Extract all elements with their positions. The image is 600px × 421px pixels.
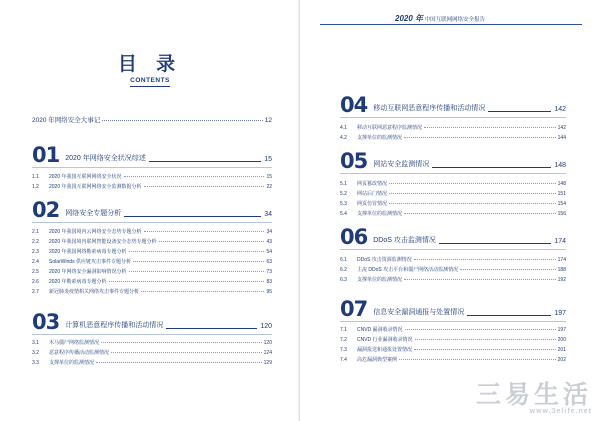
- sub-title: SolarWinds 供应链攻击事件专题分析: [49, 259, 131, 265]
- chapter-page: 197: [554, 310, 566, 317]
- sub-title: DDoS 攻击资源监测情况: [357, 257, 412, 263]
- sub-page: 34: [266, 229, 272, 235]
- sub-page: 15: [266, 174, 272, 180]
- sub-number: 7.3: [340, 347, 347, 353]
- running-header: [395, 13, 485, 24]
- leader-dots: [414, 349, 556, 350]
- sub-page: 192: [557, 277, 566, 283]
- leader-dots: [424, 127, 556, 128]
- sub-number: 3.2: [32, 350, 39, 356]
- chapter-02[interactable]: [32, 198, 272, 222]
- leader-dots: [144, 186, 265, 187]
- chapter-05[interactable]: [340, 149, 566, 173]
- sub-title: 漏洞报送和通报处置情况: [357, 347, 413, 353]
- sub-title: 支撑单位的监测情况: [357, 277, 403, 283]
- sub-number: 5.1: [340, 181, 347, 187]
- sub-title: CNVD 行业漏洞收录情况: [357, 337, 413, 343]
- chapter-leader-line: [467, 315, 551, 316]
- watermark-logo: [476, 382, 592, 415]
- chapter-divider: [340, 321, 566, 322]
- chapter-page: 34: [264, 211, 272, 218]
- watermark-text: 三易生活: [475, 381, 592, 409]
- leader-dots: [102, 120, 262, 121]
- sub-title: CNVD 漏洞收录情况: [357, 327, 403, 333]
- toc-title-block: [0, 49, 300, 87]
- leader-dots: [389, 203, 556, 204]
- sub-page: 200: [557, 337, 566, 343]
- leader-dots: [404, 137, 556, 138]
- toc-sub-entry[interactable]: [32, 288, 272, 295]
- chapter-leader-line: [149, 161, 261, 162]
- chapter-title: DDoS 攻击监测情况: [373, 237, 436, 244]
- sub-number: 7.4: [340, 357, 347, 363]
- toc-sub-entry[interactable]: [340, 210, 566, 217]
- leader-dots: [414, 259, 556, 260]
- sub-title: 2020 年我国境内联网智能设备安全态势专题分析: [49, 239, 157, 245]
- chapter-title: 网络安全专题分析: [65, 210, 122, 217]
- chapter-06[interactable]: [340, 225, 566, 249]
- chapter-leader-line: [488, 111, 551, 112]
- sub-title: 支撑单位的监测情况: [357, 211, 403, 217]
- toc-sub-entry[interactable]: [32, 183, 272, 190]
- leader-dots: [399, 359, 556, 360]
- toc-sub-entry[interactable]: [32, 278, 272, 285]
- sub-page: 148: [557, 181, 566, 187]
- entry-page: 12: [264, 117, 272, 124]
- chapter-number: 04: [340, 93, 368, 117]
- chapter-title: 计算机恶意程序传播和活动情况: [65, 322, 164, 329]
- chapter-title: 移动互联网恶意程序传播和活动情况: [373, 105, 486, 112]
- sub-title: 支撑单位的监测情况: [357, 135, 403, 141]
- sub-title: 网页篡改情况: [357, 181, 388, 187]
- leader-dots: [389, 183, 556, 184]
- toc-subtitle: CONTENTS: [130, 77, 170, 84]
- toc-sub-entry[interactable]: [340, 256, 566, 263]
- chapter-number: 01: [32, 143, 60, 167]
- toc-sub-entry[interactable]: [32, 258, 272, 265]
- leader-dots: [109, 281, 265, 282]
- leader-dots: [389, 193, 556, 194]
- chapter-number: 03: [32, 310, 60, 334]
- chapter-title: 网站安全监测情况: [373, 161, 430, 168]
- sub-title: 主流 DDoS 攻击平台和僵尸网络活动监测情况: [357, 267, 459, 273]
- chapter-page: 142: [554, 106, 566, 113]
- sub-page: 95: [266, 289, 272, 295]
- title-underline: [130, 86, 170, 87]
- sub-number: 2.2: [32, 239, 39, 245]
- sub-number: 1.1: [32, 174, 39, 180]
- toc-sub-entry[interactable]: [340, 190, 566, 197]
- chapter-page: 148: [554, 162, 566, 169]
- chapter-page: 15: [264, 156, 272, 163]
- toc-sub-entry[interactable]: [340, 326, 566, 333]
- sub-number: 1.2: [32, 184, 39, 190]
- sub-page: 144: [557, 135, 566, 141]
- sub-title: 2020 年我国境内云网络安全态势专题分析: [49, 229, 142, 235]
- sub-title: 网页仿冒情况: [357, 201, 388, 207]
- sub-title: 高危漏洞典型案例: [357, 357, 398, 363]
- sub-number: 6.3: [340, 277, 347, 283]
- chapter-03[interactable]: [32, 310, 272, 334]
- toc-sub-entry[interactable]: [340, 276, 566, 283]
- chapter-number: 05: [340, 149, 368, 173]
- leader-dots: [96, 362, 262, 363]
- sub-number: 2.1: [32, 229, 39, 235]
- toc-sub-entry[interactable]: [32, 349, 272, 356]
- chapter-divider: [340, 117, 566, 118]
- sub-page: 73: [266, 269, 272, 275]
- sub-page: 54: [266, 249, 272, 255]
- chapter-leader-line: [432, 167, 551, 168]
- toc-sub-entry[interactable]: [340, 124, 566, 131]
- sub-page: 142: [557, 125, 566, 131]
- toc-sub-entry[interactable]: [340, 356, 566, 363]
- chapter-title: 信息安全漏洞通报与处置情况: [373, 309, 465, 316]
- sub-page: 120: [263, 340, 272, 346]
- leader-dots: [129, 271, 265, 272]
- toc-sub-entry[interactable]: [340, 180, 566, 187]
- leader-dots: [144, 231, 265, 232]
- sub-title: 2020 年网络安全漏洞影响情况分析: [49, 269, 127, 275]
- chapter-number: 07: [340, 297, 368, 321]
- chapter-01[interactable]: [32, 143, 272, 167]
- sub-title: 2020 年我国网络勒索病毒专题分析: [49, 249, 127, 255]
- sub-title: 支撑单位的监测情况: [49, 360, 95, 366]
- leader-dots: [159, 241, 265, 242]
- chapter-divider: [32, 167, 272, 168]
- sub-number: 7.1: [340, 327, 347, 333]
- sub-page: 129: [263, 360, 272, 366]
- chapter-leader-line: [439, 243, 551, 244]
- sub-title: 移动互联网恶意程序监测情况: [357, 125, 423, 131]
- chapter-title: 2020 年网络安全状况综述: [65, 155, 146, 162]
- toc-sub-entry[interactable]: [32, 228, 272, 235]
- sub-number: 3.1: [32, 340, 39, 346]
- leader-dots: [141, 291, 264, 292]
- sub-number: 5.3: [340, 201, 347, 207]
- sub-number: 3.3: [32, 360, 39, 366]
- toc-sub-entry[interactable]: [32, 238, 272, 245]
- chapter-divider: [32, 334, 272, 335]
- toc-sub-entry[interactable]: [32, 268, 272, 275]
- leader-dots: [404, 279, 556, 280]
- chapter-leader-line: [124, 216, 261, 217]
- chapter-number: 06: [340, 225, 368, 249]
- leader-dots: [405, 329, 556, 330]
- header-title: 中国互联网网络安全报告: [424, 17, 486, 23]
- sub-title: 网站后门情况: [357, 191, 388, 197]
- toc-sub-entry[interactable]: [32, 248, 272, 255]
- sub-number: 2.7: [32, 289, 39, 295]
- leader-dots: [124, 176, 265, 177]
- leader-dots: [101, 342, 262, 343]
- sub-number: 7.2: [340, 337, 347, 343]
- leader-dots: [129, 251, 265, 252]
- sub-number: 2.5: [32, 269, 39, 275]
- sub-title: 恶意程序传播活动监测情况: [49, 350, 110, 356]
- sub-page: 43: [266, 239, 272, 245]
- toc-sub-entry[interactable]: [32, 339, 272, 346]
- toc-sub-entry[interactable]: [340, 346, 566, 353]
- chapter-page: 174: [554, 238, 566, 245]
- sub-page: 197: [557, 327, 566, 333]
- toc-sub-entry[interactable]: [340, 336, 566, 343]
- toc-title: 目 录: [117, 54, 183, 75]
- leader-dots: [404, 213, 556, 214]
- toc-sub-entry[interactable]: [32, 359, 272, 366]
- sub-title: 木马僵尸网络监测情况: [49, 340, 100, 346]
- sub-page: 156: [557, 211, 566, 217]
- sub-page: 63: [266, 259, 272, 265]
- leader-dots: [133, 261, 264, 262]
- sub-number: 6.2: [340, 267, 347, 273]
- sub-page: 201: [557, 347, 566, 353]
- toc-sub-entry[interactable]: [340, 134, 566, 141]
- sub-page: 151: [557, 191, 566, 197]
- chapter-divider: [32, 222, 272, 223]
- sub-page: 188: [557, 267, 566, 273]
- sub-number: 5.2: [340, 191, 347, 197]
- toc-sub-entry[interactable]: [340, 266, 566, 273]
- sub-number: 2.4: [32, 259, 39, 265]
- leader-dots: [415, 339, 556, 340]
- sub-title: 2020 年我国互联网网络安全监测数据分析: [49, 184, 142, 190]
- sub-page: 83: [266, 279, 272, 285]
- right-page: [300, 0, 600, 421]
- sub-number: 2.6: [32, 279, 39, 285]
- sub-title: 新冠肺炎疫情相关网络攻击事件专题分析: [49, 289, 140, 295]
- leader-dots: [111, 352, 262, 353]
- toc-sub-entry[interactable]: [340, 200, 566, 207]
- leader-dots: [460, 269, 556, 270]
- sub-page: 174: [557, 257, 566, 263]
- toc-sub-entry[interactable]: [32, 173, 272, 180]
- chapter-04[interactable]: [340, 93, 566, 117]
- sub-number: 2.3: [32, 249, 39, 255]
- sub-page: 22: [266, 184, 272, 190]
- sub-title: 2020 年勒索病毒专题分析: [49, 279, 107, 285]
- sub-number: 4.1: [340, 125, 347, 131]
- sub-page: 154: [557, 201, 566, 207]
- chapter-number: 02: [32, 198, 60, 222]
- entry-title: 2020 年网络安全大事记: [32, 117, 101, 124]
- sub-number: 6.1: [340, 257, 347, 263]
- sub-number: 4.2: [340, 135, 347, 141]
- toc-entry-events[interactable]: [32, 115, 272, 124]
- header-year: 2020 年: [395, 14, 424, 23]
- sub-page: 124: [263, 350, 272, 356]
- sub-page: 202: [557, 357, 566, 363]
- chapter-page: 120: [260, 323, 272, 330]
- chapter-divider: [340, 173, 566, 174]
- sub-title: 2020 年我国互联网网络安全状况: [49, 174, 122, 180]
- header-rule: [320, 24, 582, 25]
- sub-number: 5.4: [340, 211, 347, 217]
- watermark-url: www.3elife.net: [529, 408, 592, 415]
- chapter-07[interactable]: [340, 297, 566, 321]
- chapter-leader-line: [166, 328, 257, 329]
- chapter-divider: [340, 249, 566, 250]
